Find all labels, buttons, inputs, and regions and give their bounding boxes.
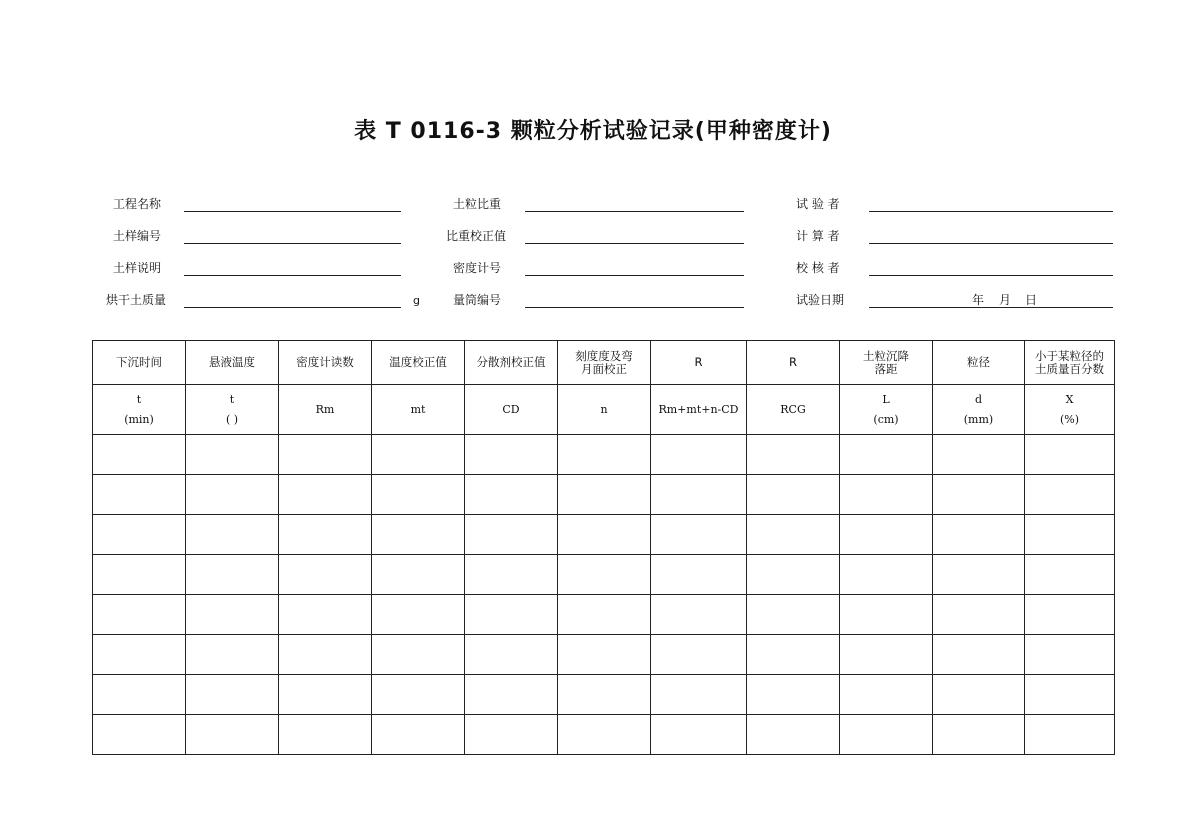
table-cell[interactable] — [840, 595, 933, 635]
data-rows — [93, 435, 1115, 755]
calculator-field[interactable] — [869, 243, 1113, 244]
symbol-time: t — [136, 392, 142, 406]
table-cell[interactable] — [651, 475, 747, 515]
header-hydrometer-reading: 密度计读数 — [279, 341, 372, 385]
table-cell[interactable] — [465, 515, 558, 555]
header-temp-correction: 温度校正值 — [372, 341, 465, 385]
table-cell[interactable] — [93, 595, 186, 635]
label-calculator: 计 算 者 — [796, 229, 840, 243]
table-cell[interactable] — [279, 515, 372, 555]
table-cell[interactable] — [933, 635, 1025, 675]
table-row — [93, 435, 1115, 475]
table-cell[interactable] — [279, 635, 372, 675]
table-cell[interactable] — [558, 555, 651, 595]
table-cell[interactable] — [186, 555, 279, 595]
date-day-label: 日 — [1025, 293, 1038, 307]
header-particle-size: 粒径 — [933, 341, 1025, 385]
table-cell[interactable] — [747, 595, 840, 635]
symbol-cell-r-formula — [651, 385, 747, 435]
symbol-temp: t — [229, 392, 235, 406]
record-table — [92, 340, 1115, 755]
table-cell[interactable] — [558, 435, 651, 475]
table-cell[interactable] — [840, 435, 933, 475]
symbol-rm: Rm — [315, 402, 335, 416]
sg-correction-field[interactable] — [525, 243, 744, 244]
cylinder-no-field[interactable] — [525, 307, 744, 308]
header-meniscus-correction-text: 刻度度及弯月面校正 — [575, 348, 633, 376]
label-cylinder-no: 量筒编号 — [453, 293, 502, 307]
unit-x: (%) — [1059, 412, 1080, 426]
unit-l: (cm) — [873, 412, 899, 426]
unit-temp: ( ) — [225, 412, 239, 426]
symbol-cell-l — [840, 385, 933, 435]
table-cell[interactable] — [933, 555, 1025, 595]
table-cell[interactable] — [93, 635, 186, 675]
table-cell[interactable] — [279, 475, 372, 515]
symbol-cell-cd — [465, 385, 558, 435]
table-cell[interactable] — [933, 435, 1025, 475]
table-cell[interactable] — [747, 435, 840, 475]
date-month-label: 月 — [999, 293, 1012, 307]
label-sg-correction: 比重校正值 — [446, 229, 507, 243]
table-cell[interactable] — [279, 555, 372, 595]
table-cell[interactable] — [465, 715, 558, 755]
label-project-name: 工程名称 — [113, 197, 162, 211]
table-cell[interactable] — [1025, 555, 1115, 595]
table-row — [93, 675, 1115, 715]
table-cell[interactable] — [93, 675, 186, 715]
table-cell[interactable] — [186, 715, 279, 755]
table-cell[interactable] — [465, 435, 558, 475]
table-cell[interactable] — [651, 555, 747, 595]
table-cell[interactable] — [372, 595, 465, 635]
symbol-cell-time — [93, 385, 186, 435]
table-row — [93, 515, 1115, 555]
header-percent-finer — [1025, 341, 1115, 385]
table-cell[interactable] — [279, 675, 372, 715]
header-settle-time: 下沉时间 — [93, 341, 186, 385]
header-dispersant-correction: 分散剂校正值 — [465, 341, 558, 385]
table-cell[interactable] — [186, 635, 279, 675]
table-cell[interactable] — [933, 715, 1025, 755]
tester-field[interactable] — [869, 211, 1113, 212]
table-cell[interactable] — [1025, 635, 1115, 675]
table-cell[interactable] — [651, 435, 747, 475]
table-cell[interactable] — [558, 515, 651, 555]
label-test-date: 试验日期 — [796, 293, 845, 307]
table-cell[interactable] — [558, 675, 651, 715]
sample-no-field[interactable] — [184, 243, 401, 244]
table-cell[interactable] — [558, 595, 651, 635]
dry-mass-field[interactable] — [184, 307, 401, 308]
table-cell[interactable] — [747, 675, 840, 715]
table-cell[interactable] — [372, 515, 465, 555]
header-r-sg: R — [747, 341, 840, 385]
table-cell[interactable] — [93, 435, 186, 475]
date-year-label: 年 — [972, 293, 985, 307]
table-cell[interactable] — [558, 635, 651, 675]
table-cell[interactable] — [651, 635, 747, 675]
table-cell[interactable] — [465, 595, 558, 635]
sample-desc-field[interactable] — [184, 275, 401, 276]
symbol-d: d — [974, 392, 983, 406]
table-cell[interactable] — [840, 475, 933, 515]
table-cell[interactable] — [372, 435, 465, 475]
unit-d: (mm) — [963, 412, 994, 426]
table-cell[interactable] — [93, 555, 186, 595]
table-row — [93, 475, 1115, 515]
header-suspension-temp: 悬液温度 — [186, 341, 279, 385]
label-hydrometer-no: 密度计号 — [453, 261, 502, 275]
table-cell[interactable] — [186, 435, 279, 475]
table-cell[interactable] — [372, 675, 465, 715]
table-row — [93, 715, 1115, 755]
table-cell[interactable] — [651, 675, 747, 715]
symbol-cell-d — [933, 385, 1025, 435]
checker-field[interactable] — [869, 275, 1113, 276]
label-sample-no: 土样编号 — [113, 229, 162, 243]
table-cell[interactable] — [465, 635, 558, 675]
table-cell[interactable] — [465, 555, 558, 595]
table-cell[interactable] — [93, 715, 186, 755]
unit-time: (min) — [124, 412, 154, 426]
table-cell[interactable] — [186, 515, 279, 555]
page-title: 表 T 0116-3 颗粒分析试验记录(甲种密度计) — [354, 119, 832, 144]
symbol-r-formula: Rm+mt+n-CD — [658, 402, 739, 416]
table-cell[interactable] — [840, 515, 933, 555]
header-percent-finer-text: 小于某粒径的土质量百分数 — [1035, 348, 1104, 376]
table-cell[interactable] — [933, 515, 1025, 555]
table-cell[interactable] — [1025, 515, 1115, 555]
symbol-cell-rcg — [747, 385, 840, 435]
symbol-cell-mt — [372, 385, 465, 435]
table-cell[interactable] — [747, 555, 840, 595]
symbol-cell-x — [1025, 385, 1115, 435]
table-row — [93, 635, 1115, 675]
label-soil-sg: 土粒比重 — [453, 197, 502, 211]
header-meniscus-correction — [558, 341, 651, 385]
table-cell[interactable] — [465, 675, 558, 715]
symbol-mt: mt — [410, 402, 426, 416]
soil-sg-field[interactable] — [525, 211, 744, 212]
table-cell[interactable] — [933, 475, 1025, 515]
table-cell[interactable] — [465, 475, 558, 515]
table-cell[interactable] — [651, 715, 747, 755]
table-cell[interactable] — [1025, 475, 1115, 515]
table-cell[interactable] — [747, 635, 840, 675]
symbol-cd: CD — [502, 402, 520, 416]
symbol-cell-n — [558, 385, 651, 435]
table-cell[interactable] — [558, 715, 651, 755]
table-cell[interactable] — [747, 715, 840, 755]
table-cell[interactable] — [279, 715, 372, 755]
table-cell[interactable] — [279, 435, 372, 475]
table-cell[interactable] — [372, 635, 465, 675]
table-cell[interactable] — [93, 515, 186, 555]
table-cell[interactable] — [186, 675, 279, 715]
table-cell[interactable] — [372, 715, 465, 755]
hydrometer-no-field[interactable] — [525, 275, 744, 276]
table-cell[interactable] — [933, 595, 1025, 635]
table-cell[interactable] — [558, 475, 651, 515]
table-cell[interactable] — [840, 635, 933, 675]
symbol-cell-temp — [186, 385, 279, 435]
table-row — [93, 595, 1115, 635]
table-cell[interactable] — [186, 595, 279, 635]
label-sample-desc: 土样说明 — [113, 261, 162, 275]
test-date-field[interactable] — [869, 307, 1113, 308]
table-cell[interactable] — [1025, 435, 1115, 475]
label-tester: 试 验 者 — [796, 197, 840, 211]
table-cell[interactable] — [840, 555, 933, 595]
table-cell[interactable] — [372, 475, 465, 515]
symbol-x: X — [1065, 392, 1074, 406]
table-cell[interactable] — [372, 555, 465, 595]
symbol-rcg: RCG — [780, 402, 806, 416]
symbol-n: n — [600, 402, 608, 416]
table-cell[interactable] — [279, 595, 372, 635]
table-row — [93, 555, 1115, 595]
table-cell[interactable] — [186, 475, 279, 515]
table-cell[interactable] — [1025, 675, 1115, 715]
table-cell[interactable] — [651, 515, 747, 555]
header-r-corrected: R — [651, 341, 747, 385]
table-cell[interactable] — [93, 475, 186, 515]
table-cell[interactable] — [933, 675, 1025, 715]
table-cell[interactable] — [651, 595, 747, 635]
symbol-l: L — [882, 392, 890, 406]
table-cell[interactable] — [1025, 595, 1115, 635]
symbol-cell-rm — [279, 385, 372, 435]
table-cell[interactable] — [747, 515, 840, 555]
header-settle-distance — [840, 341, 933, 385]
table-cell[interactable] — [1025, 715, 1115, 755]
table-cell[interactable] — [747, 475, 840, 515]
project-name-field[interactable] — [184, 211, 401, 212]
label-checker: 校 核 者 — [796, 261, 840, 275]
table-cell[interactable] — [840, 715, 933, 755]
table-cell[interactable] — [840, 675, 933, 715]
header-settle-distance-text: 土粒沉降落距 — [863, 348, 909, 376]
label-dry-mass: 烘干土质量 — [106, 293, 167, 307]
dry-mass-unit: g — [413, 294, 420, 307]
